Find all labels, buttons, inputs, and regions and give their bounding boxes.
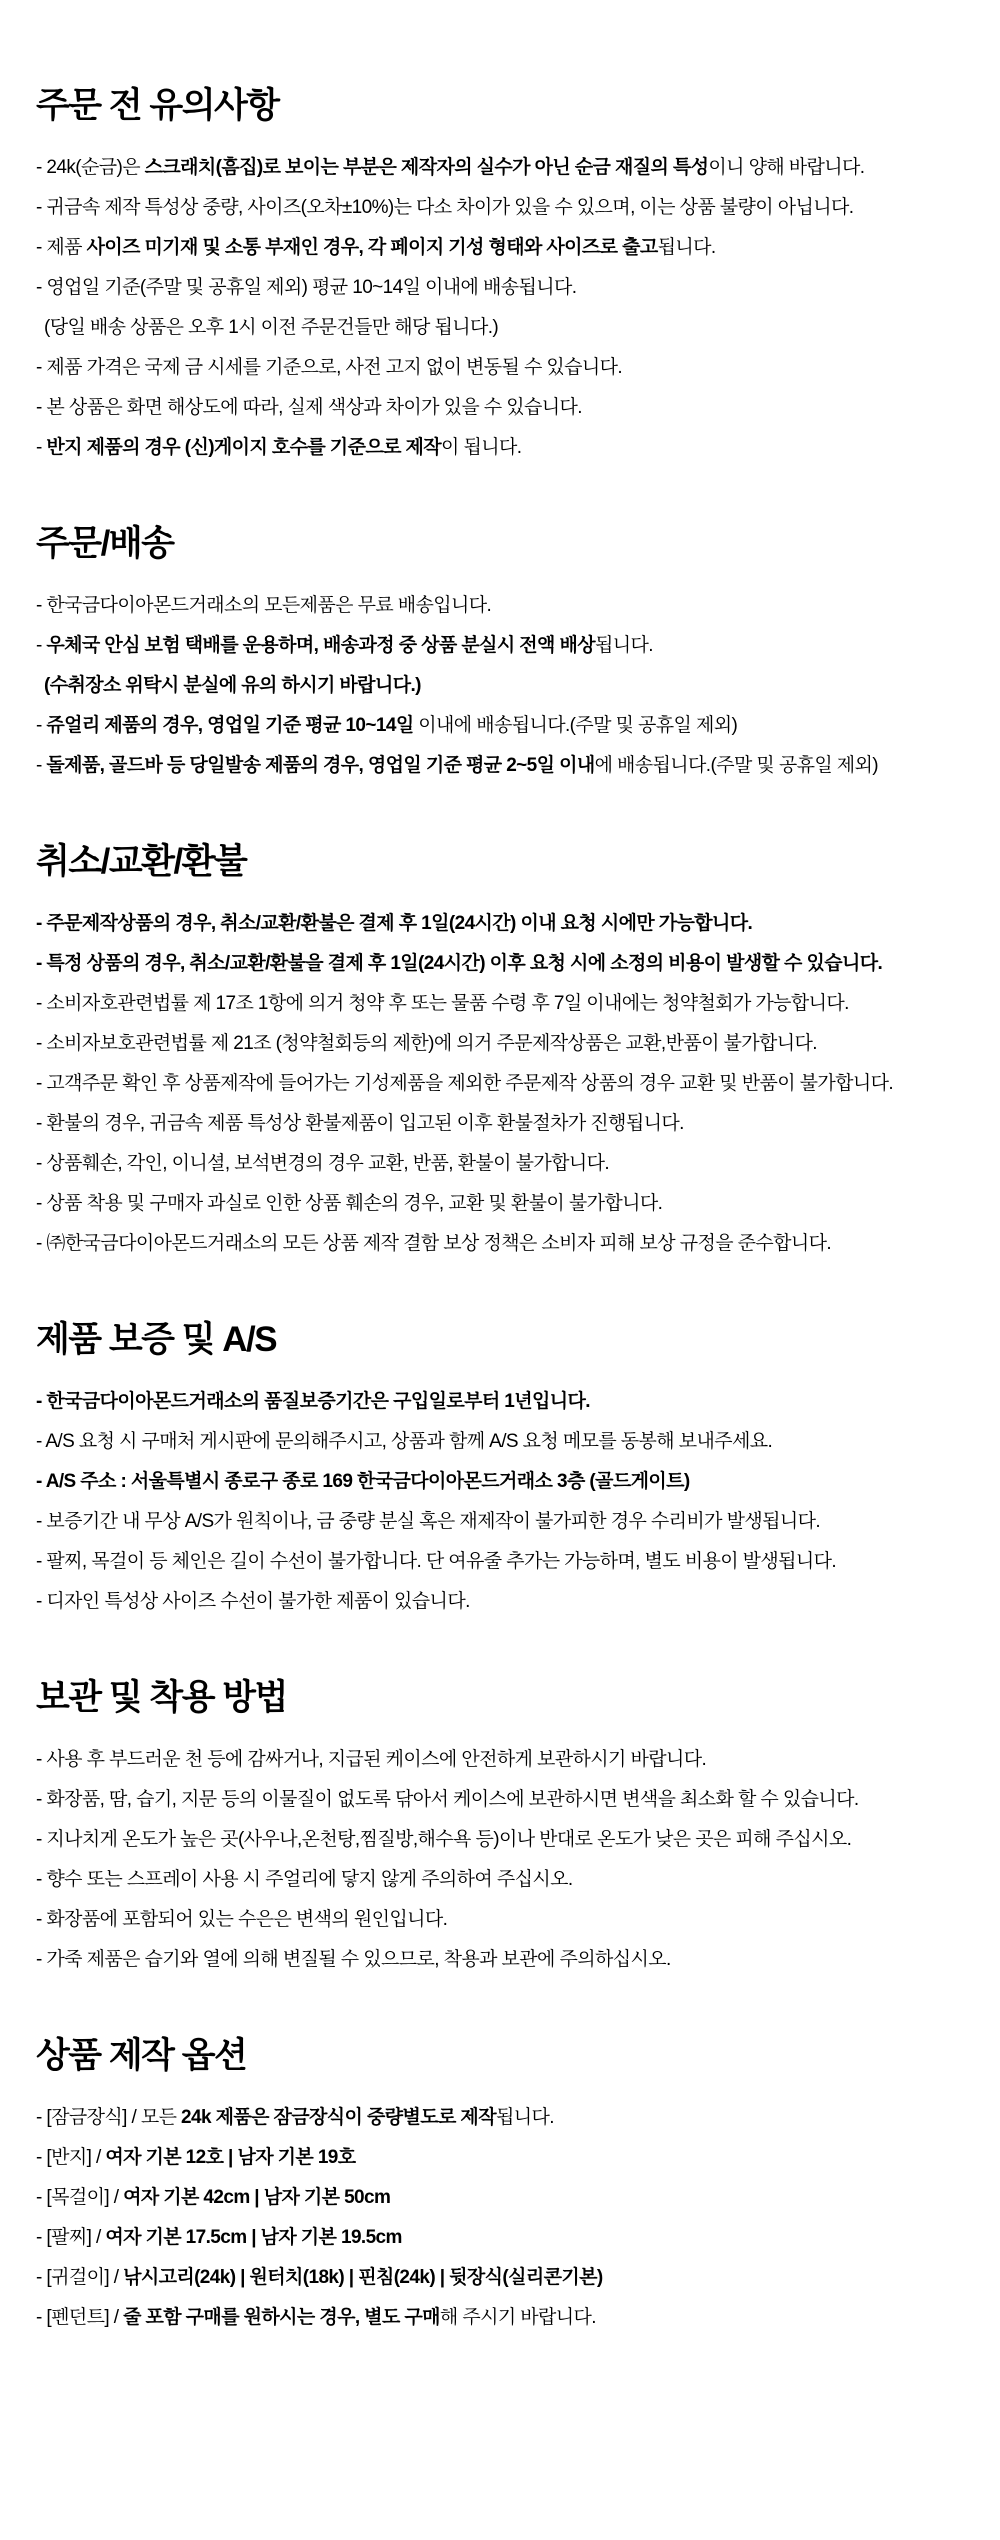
notice-line — [36, 634, 970, 658]
notice-line — [36, 1788, 970, 1812]
notice-line — [36, 236, 970, 260]
notice-text: - 소비자보호관련법률 제 21조 (청약철회등의 제한)에 의거 주문제작상품은 교환,반품이 불가합니다. — [36, 1033, 817, 1054]
notice-line — [36, 754, 970, 778]
section-title: 상품 제작 옵션 — [36, 2036, 247, 2075]
notice-text: 이내에 배송됩니다.(주말 및 공휴일 제외) — [413, 715, 738, 736]
notice-text: - 상품 착용 및 구매자 과실로 인한 상품 훼손의 경우, 교환 및 환불이 불가합니다. — [36, 1193, 663, 1214]
notice-line — [36, 1748, 970, 1772]
notice-text: 이니 양해 바랍니다. — [708, 157, 865, 178]
notice-text: - 지나치게 온도가 높은 곳(사우나,온천탕,찜질방,해수욕 등)이나 반대로 온도가 낮은 곳은 피해 주십시오. — [36, 1829, 852, 1850]
notice-line — [36, 156, 970, 180]
notice-line — [36, 1072, 970, 1096]
notice-line — [36, 912, 970, 936]
section-title: 취소/교환/환불 — [36, 842, 247, 881]
notice-text-bold: 여자 기본 42cm | 남자 기본 50cm — [123, 2187, 391, 2208]
notice-text-bold: - 특정 상품의 경우, 취소/교환/환불을 결제 후 1일(24시간) 이후 요청 시에 소정의 비용이 발생할 수 있습니다. — [36, 953, 883, 974]
notice-text: - 귀금속 제작 특성상 중량, 사이즈(오차±10%)는 다소 차이가 있을 수 있으며, 이는 상품 불량이 아닙니다. — [36, 197, 854, 218]
notice-line — [36, 2186, 970, 2210]
notice-text: - [잠금장식] / 모든 — [36, 2107, 182, 2128]
notice-text-bold: 쥬얼리 제품의 경우, 영업일 기준 평균 10~14일 — [46, 715, 414, 736]
notice-text: 됩니다. — [595, 635, 653, 656]
notice-line — [36, 952, 970, 976]
notice-line — [36, 714, 970, 738]
notice-section — [36, 86, 970, 460]
notice-text-bold: 여자 기본 12호 | 남자 기본 19호 — [105, 2147, 356, 2168]
section-title: 보관 및 착용 방법 — [36, 1678, 287, 1717]
notice-line — [36, 1192, 970, 1216]
notice-text-bold: 사이즈 미기재 및 소통 부재인 경우, 각 페이지 기성 형태와 사이즈로 출고 — [86, 237, 658, 258]
notice-line — [36, 2226, 970, 2250]
notice-text: 해 주시기 바랍니다. — [439, 2307, 596, 2328]
notice-line — [36, 2306, 970, 2330]
notice-line — [36, 396, 970, 420]
notice-text-bold: 스크래치(흠집)로 보이는 부분은 제작자의 실수가 아닌 순금 재질의 특성 — [144, 157, 709, 178]
notice-text-bold: - A/S 주소 : 서울특별시 종로구 종로 169 한국금다이아몬드거래소 3층 (골드게이트) — [36, 1471, 690, 1492]
notice-text-bold: 여자 기본 17.5cm | 남자 기본 19.5cm — [105, 2227, 402, 2248]
notice-line — [36, 1112, 970, 1136]
notice-line — [36, 1430, 970, 1454]
notice-line — [36, 1550, 970, 1574]
notice-text: - 향수 또는 스프레이 사용 시 주얼리에 닿지 않게 주의하여 주십시오. — [36, 1869, 573, 1890]
section-title: 주문/배송 — [36, 524, 174, 563]
notice-line — [36, 2106, 970, 2130]
notice-text: - 24k(순금)은 — [36, 157, 145, 178]
notice-section — [36, 2036, 970, 2330]
notice-text: 이 됩니다. — [441, 437, 522, 458]
notice-text: 됩니다. — [657, 237, 716, 258]
notice-text: - [반지] / — [36, 2147, 106, 2168]
notice-text: (당일 배송 상품은 오후 1시 이전 주문건들만 해당 됩니다.) — [44, 317, 499, 338]
notice-text: - [귀걸이] / — [36, 2267, 124, 2288]
notice-text-bold: 줄 포함 구매를 원하시는 경우, 별도 구매 — [123, 2307, 440, 2328]
notice-line — [36, 1152, 970, 1176]
notice-text: - 상품훼손, 각인, 이니셜, 보석변경의 경우 교환, 반품, 환불이 불가합니다. — [36, 1153, 610, 1174]
notice-text-bold: 반지 제품의 경우 (신)게이지 호수를 기준으로 제작 — [46, 437, 442, 458]
notice-text: - [펜던트] / — [36, 2307, 124, 2328]
notice-line — [36, 316, 970, 340]
notice-line — [36, 196, 970, 220]
notice-section — [36, 524, 970, 778]
notice-text: - ㈜한국금다이아몬드거래소의 모든 상품 제작 결함 보상 정책은 소비자 피해 보상 규정을 준수합니다. — [36, 1233, 832, 1254]
notice-text: - [팔찌] / — [36, 2227, 106, 2248]
notice-text: - 한국금다이아몬드거래소의 모든제품은 무료 배송입니다. — [36, 595, 492, 616]
notice-section — [36, 1320, 970, 1614]
notice-line — [36, 594, 970, 618]
notice-line — [36, 2266, 970, 2290]
notice-line — [36, 992, 970, 1016]
notice-text: - 고객주문 확인 후 상품제작에 들어가는 기성제품을 제외한 주문제작 상품의 경우 교환 및 반품이 불가합니다. — [36, 1073, 894, 1094]
notice-section — [36, 842, 970, 1256]
notice-text-bold: 낚시고리(24k) | 원터치(18k) | 핀침(24k) | 뒷장식(실리콘기본) — [123, 2267, 603, 2288]
notice-line — [36, 436, 970, 460]
notice-line — [36, 1232, 970, 1256]
notice-text: - 보증기간 내 무상 A/S가 원칙이나, 금 중량 분실 혹은 재제작이 불가피한 경우 수리비가 발생됩니다. — [36, 1511, 821, 1532]
notice-text-bold: - 한국금다이아몬드거래소의 품질보증기간은 구입일로부터 1년입니다. — [36, 1391, 590, 1412]
notice-line — [36, 2146, 970, 2170]
notice-line — [36, 276, 970, 300]
notice-text: - 제품 가격은 국제 금 시세를 기준으로, 사전 고지 없이 변동될 수 있습니다. — [36, 357, 623, 378]
notice-text-bold: 24k 제품은 잠금장식이 중량별도로 제작 — [181, 2107, 496, 2128]
notice-text: 됩니다. — [495, 2107, 554, 2128]
notice-line — [36, 674, 970, 698]
notice-text: - 환불의 경우, 귀금속 제품 특성상 환불제품이 입고된 이후 환불절차가 진행됩니다. — [36, 1113, 684, 1134]
notice-text: - 영업일 기준(주말 및 공휴일 제외) 평균 10~14일 이내에 배송됩니다. — [36, 277, 577, 298]
notice-text: - 사용 후 부드러운 천 등에 감싸거나, 지급된 케이스에 안전하게 보관하시기 바랍니다. — [36, 1749, 707, 1770]
notice-text: - — [36, 755, 47, 776]
notice-text: - A/S 요청 시 구매처 게시판에 문의해주시고, 상품과 함께 A/S 요청 메모를 동봉해 보내주세요. — [36, 1431, 773, 1452]
notice-text: - 화장품에 포함되어 있는 수은은 변색의 원인입니다. — [36, 1909, 448, 1930]
notice-line — [36, 1908, 970, 1932]
notice-text: - 소비자호관련법률 제 17조 1항에 의거 청약 후 또는 물품 수령 후 7일 이내에는 청약철회가 가능합니다. — [36, 993, 849, 1014]
notice-text: - 본 상품은 화면 해상도에 따라, 실제 색상과 차이가 있을 수 있습니다. — [36, 397, 582, 418]
section-title: 주문 전 유의사항 — [36, 86, 279, 125]
notice-line — [36, 1390, 970, 1414]
notice-text: - 제품 — [36, 237, 87, 258]
notice-text-bold: 돌제품, 골드바 등 당일발송 제품의 경우, 영업일 기준 평균 2~5일 이내 — [46, 755, 595, 776]
notice-line — [36, 1590, 970, 1614]
notice-text-bold: - 주문제작상품의 경우, 취소/교환/환불은 결제 후 1일(24시간) 이내 요청 시에만 가능합니다. — [36, 913, 753, 934]
notice-text-bold: (수취장소 위탁시 분실에 유의 하시기 바랍니다.) — [44, 675, 421, 696]
notice-text: - — [36, 437, 47, 458]
notice-sections-container — [36, 86, 970, 2330]
notice-line — [36, 1032, 970, 1056]
notice-text: - 팔찌, 목걸이 등 체인은 길이 수선이 불가합니다. 단 여유줄 추가는 가능하며, 별도 비용이 발생됩니다. — [36, 1551, 837, 1572]
notice-line — [36, 1510, 970, 1534]
notice-text: 에 배송됩니다.(주말 및 공휴일 제외) — [594, 755, 878, 776]
notice-line — [36, 1868, 970, 1892]
notice-text-bold: 우체국 안심 보험 택배를 운용하며, 배송과정 중 상품 분실시 전액 배상 — [46, 635, 595, 656]
notice-line — [36, 1948, 970, 1972]
notice-text: - 화장품, 땀, 습기, 지문 등의 이물질이 없도록 닦아서 케이스에 보관하시면 변색을 최소화 할 수 있습니다. — [36, 1789, 859, 1810]
notice-section — [36, 1678, 970, 1972]
section-title: 제품 보증 및 A/S — [36, 1320, 277, 1359]
notice-text: - [목걸이] / — [36, 2187, 124, 2208]
notice-text: - 디자인 특성상 사이즈 수선이 불가한 제품이 있습니다. — [36, 1591, 470, 1612]
notice-text: - 가죽 제품은 습기와 열에 의해 변질될 수 있으므로, 착용과 보관에 주의하십시오. — [36, 1949, 671, 1970]
notice-line — [36, 1828, 970, 1852]
notice-text: - — [36, 715, 47, 736]
notice-text: - — [36, 635, 47, 656]
notice-line — [36, 356, 970, 380]
notice-line — [36, 1470, 970, 1494]
